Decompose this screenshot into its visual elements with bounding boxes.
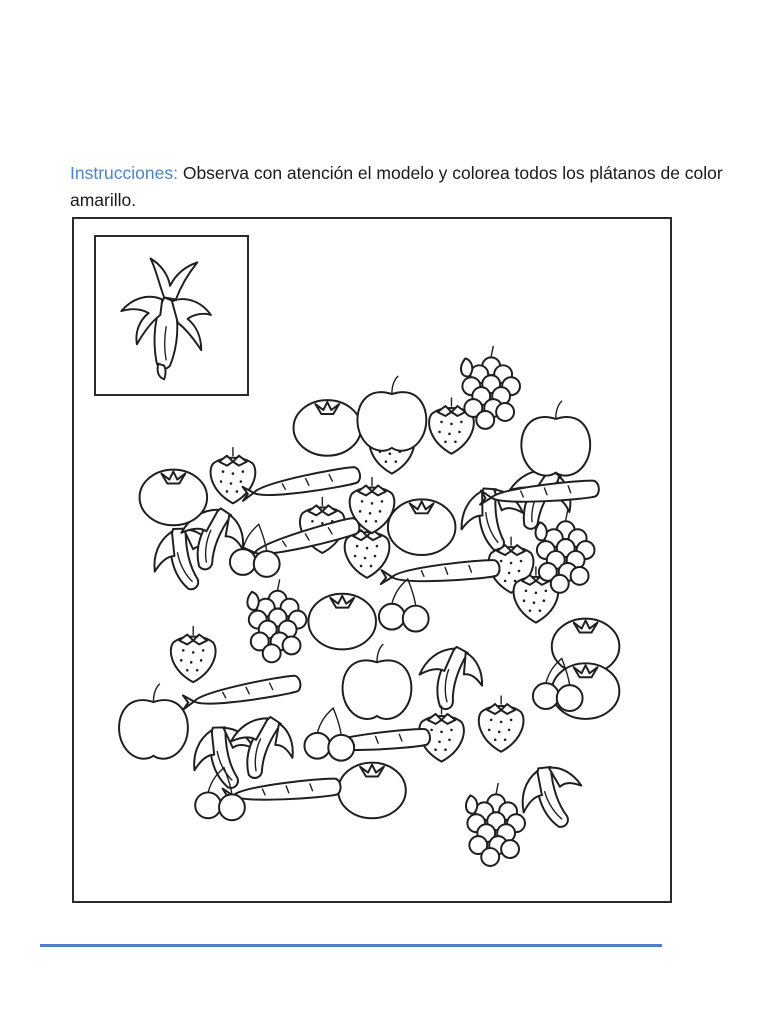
carrot-drawing bbox=[379, 559, 500, 587]
strawberry-drawing bbox=[171, 627, 216, 683]
cherries-drawing bbox=[304, 708, 354, 761]
apple-drawing bbox=[521, 401, 590, 476]
strawberry-drawing bbox=[479, 696, 524, 752]
grapes-drawing bbox=[461, 346, 520, 428]
apple-drawing bbox=[357, 376, 426, 451]
tomato-drawing bbox=[140, 470, 208, 526]
apple-drawing bbox=[343, 644, 412, 719]
coloring-worksheet bbox=[72, 217, 672, 903]
cherries-drawing bbox=[379, 579, 429, 632]
tomato-drawing bbox=[294, 400, 362, 456]
footer-rule bbox=[40, 944, 662, 947]
instructions-text: Observa con atención el modelo y colorea todos los plátanos de color amarillo. bbox=[70, 162, 723, 210]
grapes-drawing bbox=[536, 510, 595, 592]
tomato-drawing bbox=[388, 499, 456, 555]
banana-drawing bbox=[414, 641, 488, 714]
instructions-paragraph bbox=[70, 160, 730, 214]
carrot-drawing bbox=[240, 465, 361, 503]
grapes-drawing bbox=[247, 580, 306, 662]
grapes-drawing bbox=[466, 784, 525, 866]
instructions-label: Instrucciones: bbox=[70, 162, 178, 183]
tomato-drawing bbox=[308, 594, 376, 650]
apple-drawing bbox=[119, 684, 188, 759]
fruit-pile bbox=[74, 219, 670, 901]
tomato-drawing bbox=[338, 763, 406, 819]
